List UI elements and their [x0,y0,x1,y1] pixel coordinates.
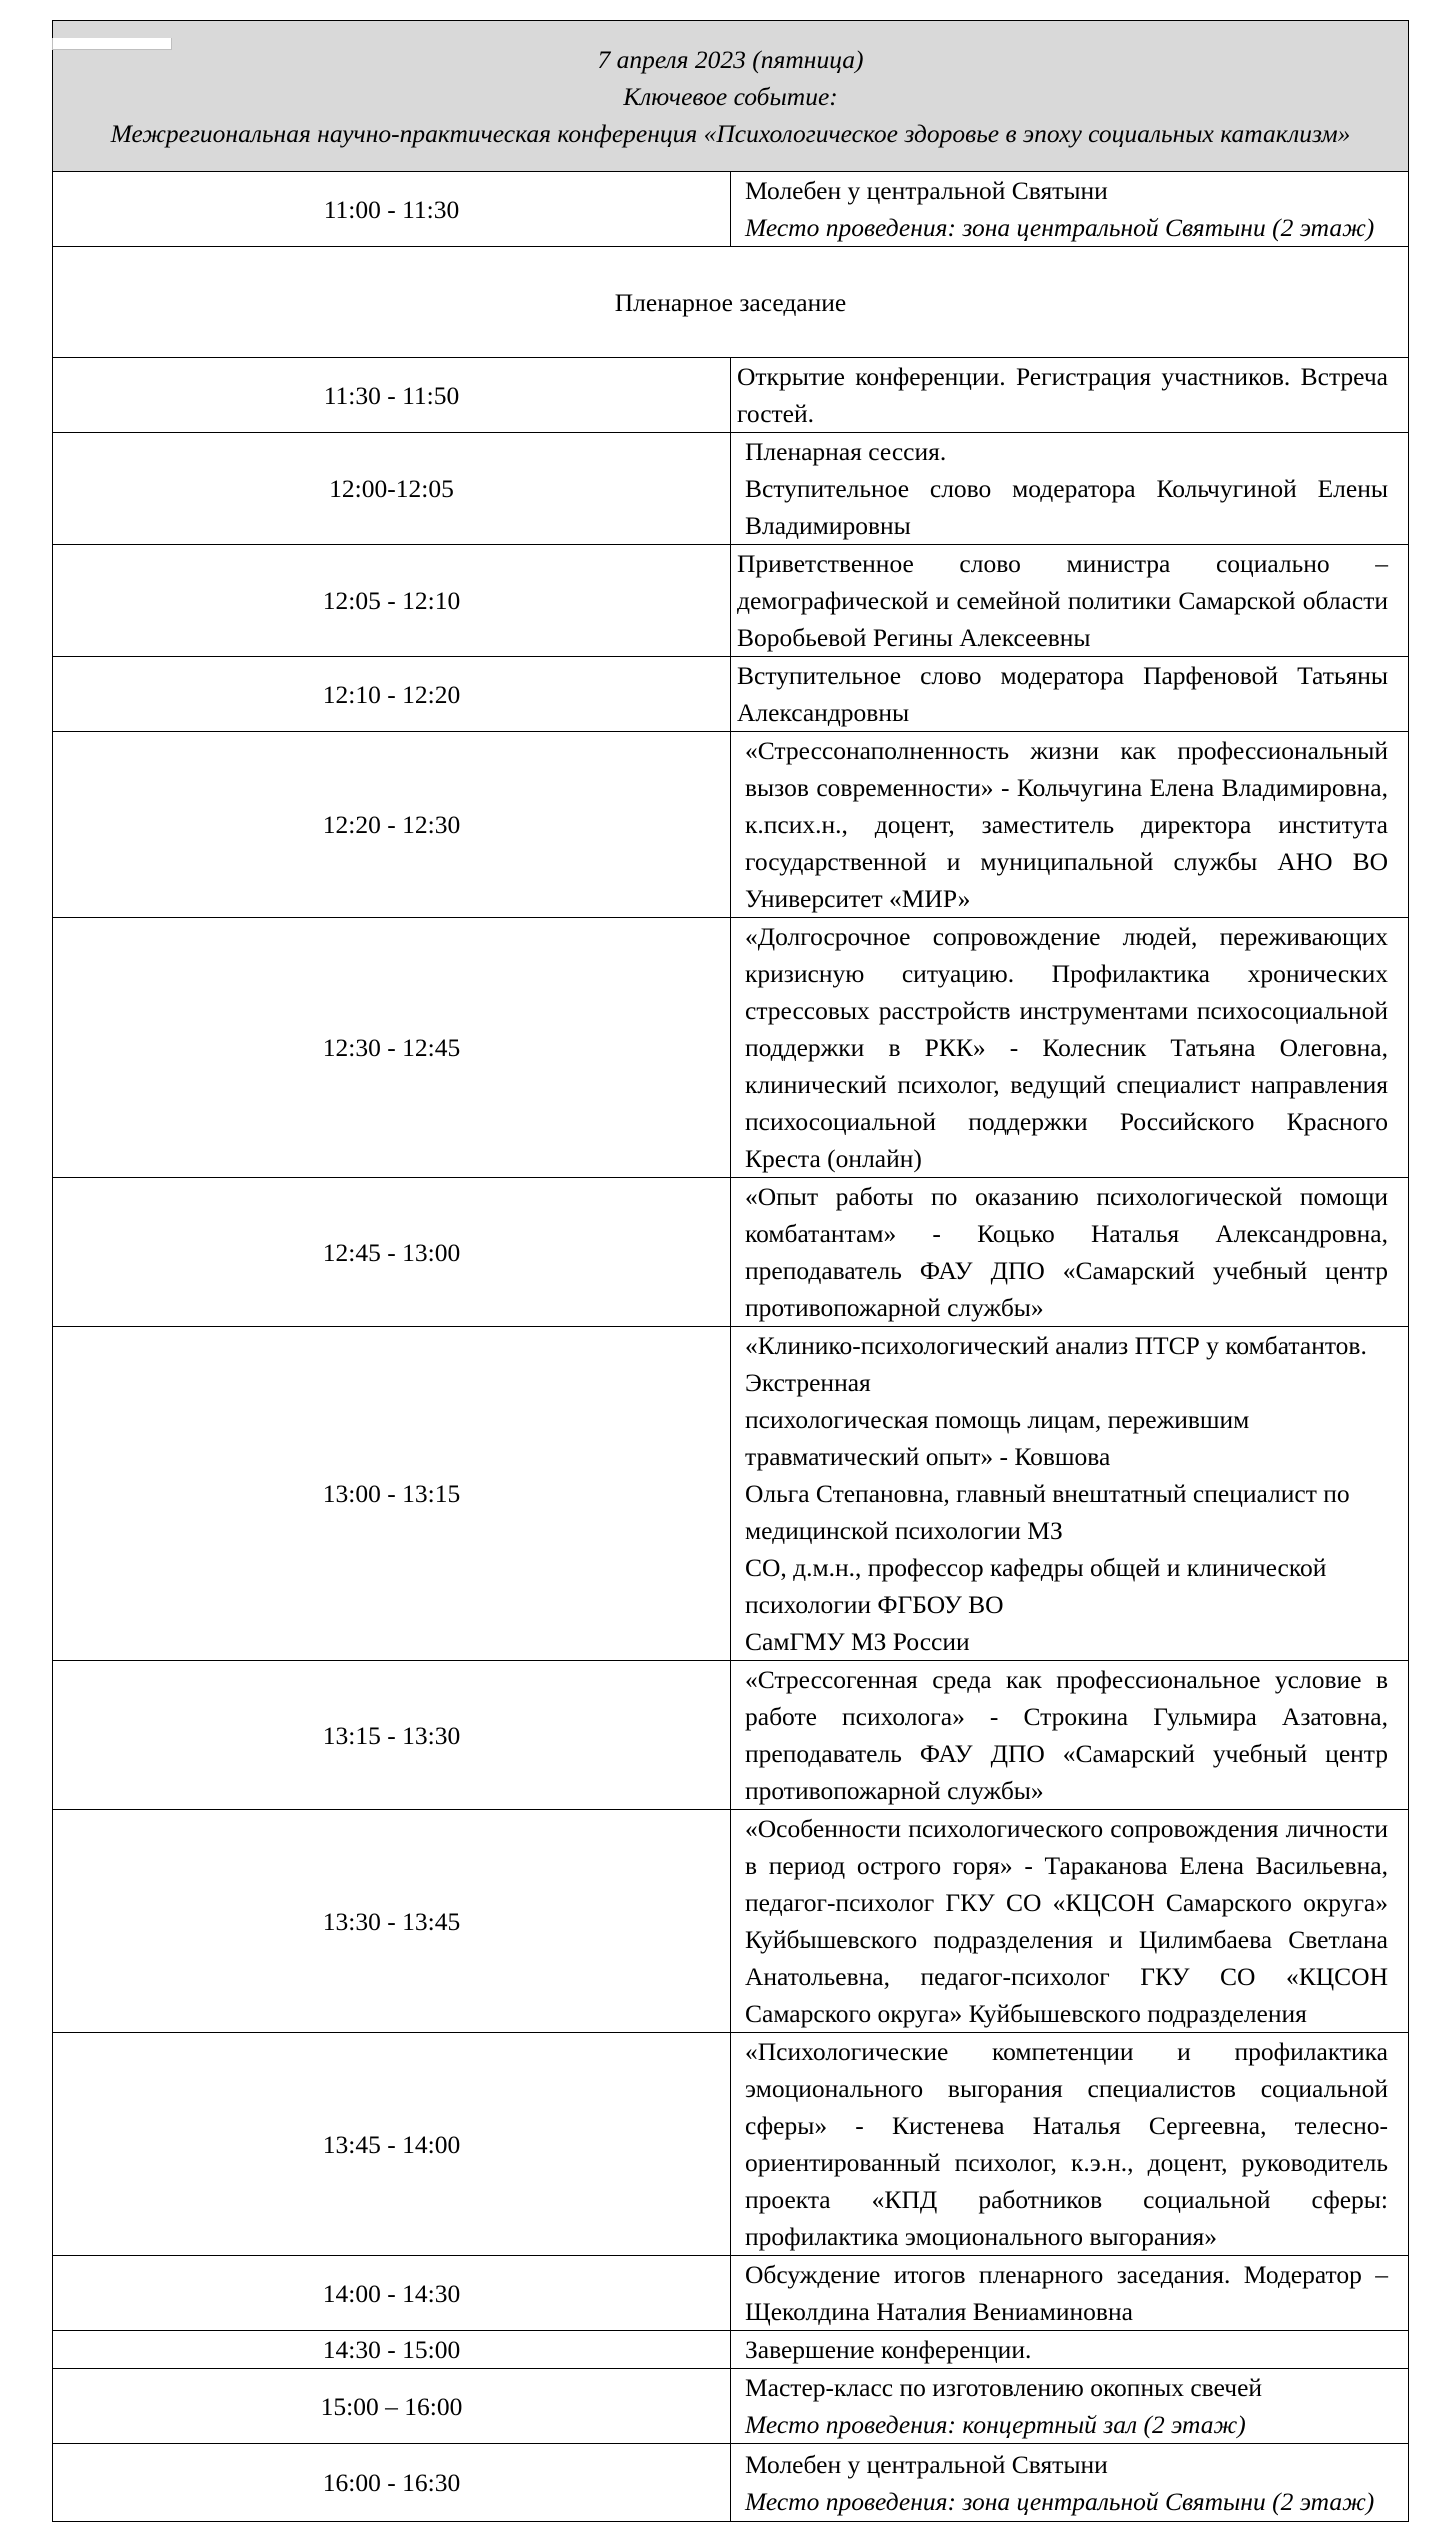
conference-title: Межрегиональная научно-практическая конференция «Психологическое здоровье в эпоху социальных катаклизм» [110,118,1351,148]
time-cell: 14:00 - 14:30 [53,2256,731,2331]
content-cell: Обсуждение итогов пленарного заседания. Модератор – Щеколдина Наталия Вениаминовна [731,2256,1409,2331]
item-text: СамГМУ МЗ России [745,1627,970,1656]
item-text: СО, д.м.н., профессор кафедры общей и клинической психологии ФГБОУ ВО [745,1553,1327,1619]
schedule-document [52,20,1409,2522]
content-cell: «Стрессонаполненность жизни как профессиональный вызов современности» - Кольчугина Елена Владимировна, к.псих.н., доцент, заместитель директора института государственной и муниципальной службы АНО ВО Университет «МИР» [731,732,1409,918]
content-cell: «Опыт работы по оказанию психологической помощи комбатантам» - Коцько Наталья Александровна, преподаватель ФАУ ДПО «Самарский учебный центр противопожарной службы» [731,1178,1409,1327]
venue-text: Место проведения: зона центральной Святыни (2 этаж) [745,213,1375,242]
time-cell: 12:00-12:05 [53,433,731,545]
content-cell: Вступительное слово модератора Парфеновой Татьяны Александровны [731,657,1409,732]
event-date: 7 апреля 2023 (пятница) [597,44,864,74]
table-row [53,918,1409,1178]
table-row [53,172,1409,247]
table-row [53,2369,1409,2444]
content-cell [731,1327,1409,1661]
item-text: психологическая помощь лицам, пережившим травматический опыт» - Ковшова [745,1405,1250,1471]
time-cell: 13:00 - 13:15 [53,1327,731,1661]
time-cell: 12:45 - 13:00 [53,1178,731,1327]
item-text: Вступительное слово модератора Кольчугиной Елены Владимировны [745,474,1388,540]
content-cell: Приветственное слово министра социально – демографической и семейной политики Самарской области Воробьевой Регины Алексеевны [731,545,1409,657]
header-corner-mark [52,38,172,50]
time-cell: 12:10 - 12:20 [53,657,731,732]
table-row [53,1327,1409,1661]
schedule-table [52,20,1409,2522]
content-cell: «Стрессогенная среда как профессиональное условие в работе психолога» - Строкина Гульмира Азатовна, преподаватель ФАУ ДПО «Самарский учебный центр противопожарной службы» [731,1661,1409,1810]
table-row [53,1178,1409,1327]
content-cell [731,172,1409,247]
key-event-label: Ключевое событие: [623,81,838,111]
time-cell: 13:30 - 13:45 [53,1810,731,2033]
content-cell [731,2444,1409,2522]
item-text: Пленарная сессия. [745,437,947,466]
table-row [53,2444,1409,2522]
item-text: Мастер-класс по изготовлению окопных свечей [745,2373,1263,2402]
content-cell [731,2369,1409,2444]
time-cell: 15:00 – 16:00 [53,2369,731,2444]
time-cell: 13:45 - 14:00 [53,2033,731,2256]
time-cell: 12:20 - 12:30 [53,732,731,918]
time-cell: 16:00 - 16:30 [53,2444,731,2522]
section-title: Пленарное заседание [53,247,1409,358]
content-cell: Завершение конференции. [731,2331,1409,2369]
section-row [53,247,1409,358]
table-row [53,545,1409,657]
table-row [53,657,1409,732]
time-cell: 14:30 - 15:00 [53,2331,731,2369]
time-cell: 12:30 - 12:45 [53,918,731,1178]
content-cell: «Долгосрочное сопровождение людей, переживающих кризисную ситуацию. Профилактика хронических стрессовых расстройств инструментами психосоциальной поддержки в РКК» - Колесник Татьяна Олеговна, клинический психолог, ведущий специалист направления психосоциальной поддержки Российского Красного Креста (онлайн) [731,918,1409,1178]
schedule-header-row [53,21,1409,172]
item-text: Ольга Степановна, главный внештатный специалист по медицинской психологии МЗ [745,1479,1350,1545]
content-cell [731,433,1409,545]
item-text: «Клинико-психологический анализ ПТСР у комбатантов. Экстренная [745,1331,1367,1397]
content-cell: «Особенности психологического сопровождения личности в период острого горя» - Тараканова Елена Васильевна, педагог-психолог ГКУ СО «КЦСОН Самарского округа» Куйбышевского подразделения и Цилимбаева Светлана Анатольевна, педагог-психолог ГКУ СО «КЦСОН Самарского округа» Куйбышевского подразделения [731,1810,1409,2033]
time-cell: 11:30 - 11:50 [53,358,731,433]
table-row [53,358,1409,433]
item-text: Молебен у центральной Святыни [745,176,1108,205]
item-text: Молебен у центральной Святыни [745,2449,1108,2479]
time-cell: 13:15 - 13:30 [53,1661,731,1810]
venue-text: Место проведения: концертный зал (2 этаж) [745,2410,1246,2439]
time-cell: 12:05 - 12:10 [53,545,731,657]
time-cell: 11:00 - 11:30 [53,172,731,247]
table-row [53,1661,1409,1810]
venue-text: Место проведения: зона центральной Святыни (2 этаж) [745,2486,1375,2516]
table-row [53,732,1409,918]
table-row [53,433,1409,545]
table-row [53,2033,1409,2256]
content-cell: Открытие конференции. Регистрация участников. Встреча гостей. [731,358,1409,433]
table-row [53,2256,1409,2331]
schedule-header-cell [53,21,1409,172]
table-row [53,1810,1409,2033]
table-row [53,2331,1409,2369]
content-cell: «Психологические компетенции и профилактика эмоционального выгорания специалистов социальной сферы» - Кистенева Наталья Сергеевна, телесно-ориентированный психолог, к.э.н., доцент, руководитель проекта «КПД работников социальной сферы: профилактика эмоционального выгорания» [731,2033,1409,2256]
